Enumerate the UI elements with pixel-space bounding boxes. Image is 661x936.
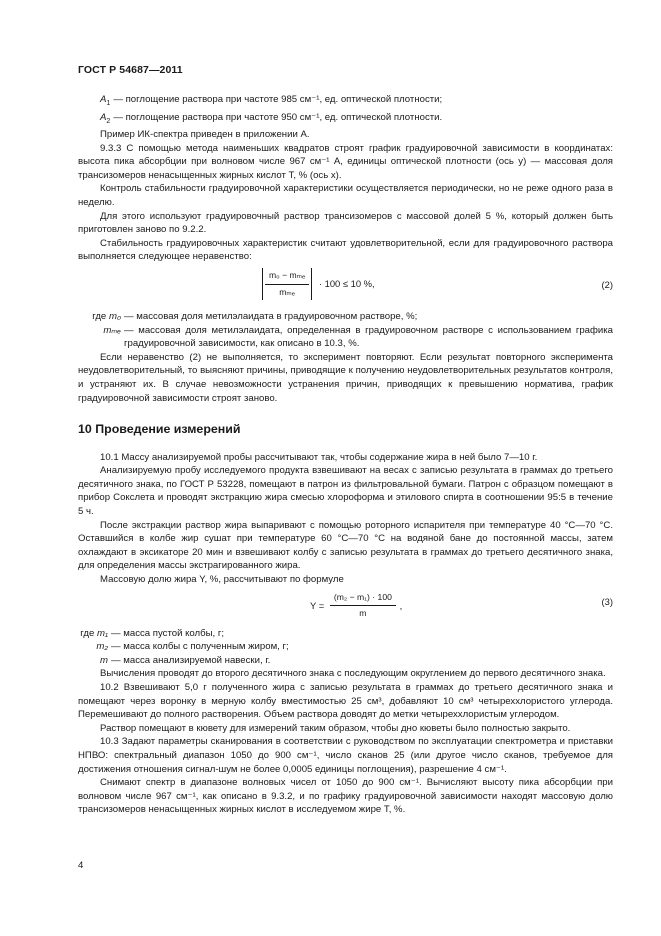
legend-a2-text: — поглощение раствора при частоте 950 см⁻¹, ед. оптической плотности. [113, 111, 443, 123]
legend-m1-symbol: m₁ [96, 627, 108, 639]
legend-mme-symbol: mₘₑ [103, 324, 121, 336]
legend-mme-text: — массовая доля метилэлаидата, определенная в градуировочном растворе с использованием графика градуировочной зависимости, как описано в 10.3, %. [124, 324, 613, 350]
legend-m2 [78, 640, 613, 654]
legend-m2-symbol: m₂ [96, 641, 108, 653]
paragraph-solution: Для этого используют градуировочный раствор трансизомеров с массовой долей 5 %, который должен быть приготовлен заново по 9.2.2. [78, 210, 613, 236]
paragraph-control: Контроль стабильности градуировочной характеристики осуществляется периодически, но не реже одного раза в неделю. [78, 183, 613, 208]
formula-2-number: (2) [601, 278, 613, 290]
formula-3-denominator: m [359, 608, 367, 619]
page-header: ГОСТ Р 54687—2011 [78, 64, 183, 76]
legend-m-text: — масса анализируемой навески, г. [111, 654, 271, 666]
legend-a2 [78, 111, 613, 129]
legend-m [78, 654, 613, 668]
legend-m0 [78, 310, 613, 324]
paragraph-stability: Стабильность градуировочных характеристик считают удовлетворительной, если для градуировочного раствора выполняется следующее неравенство: [78, 237, 613, 263]
paragraph-10-2: 10.2 Взвешивают 5,0 г полученного жира с записью результата в граммах до третьего десятичного знака и помещают через воронку в мерную колбу вместимостью 25 см³, добавляют 10 см³ четыреххлористого углерода. Перемешивают до полного растворения. Объем раствора доводят до метки четыреххлористым углеродом. [78, 682, 613, 721]
legend-mme [78, 324, 613, 351]
formula-2 [78, 268, 613, 306]
formula-3 [78, 591, 613, 623]
legend-m1 [78, 627, 613, 641]
page-number: 4 [78, 860, 84, 871]
legend-m2-text: — масса колбы с полученным жиром, г; [111, 641, 289, 653]
paragraph-example: Пример ИК-спектра приведен в приложении А. [100, 129, 310, 140]
formula-2-tail: · 100 ≤ 10 %, [318, 278, 375, 290]
legend-m0-symbol: m₀ [108, 310, 121, 322]
document-body [78, 93, 613, 817]
legend3-where: где [80, 627, 95, 639]
formula-3-number: (3) [601, 595, 613, 607]
paragraph-after-extraction: После экстракции раствор жира выпаривают с помощью роторного испарителя при температуре 40 °С—70 °С. Оставшийся в колбе жир сушат при температуре 60 °С—70 °С на водяной бане до постоянной массы, затем охлаждают в эксикаторе 20 мин и взвешивают колбу с записью результата в граммах до третьего десятичного знака, для определения массы экстрагированного жира. [78, 519, 613, 572]
section-heading: 10 Проведение измерений [78, 422, 241, 437]
legend-a1-symbol: $A_1$ [100, 94, 111, 107]
paragraph-cuvette: Раствор помещают в кювету для измерений таким образом, чтобы дно кюветы было полностью закрыто. [100, 722, 571, 734]
legend-a1 [78, 93, 613, 111]
formula-2-abs [262, 268, 312, 300]
paragraph-fail: Если неравенство (2) не выполняется, то эксперимент повторяют. Если результат повторного эксперимента неудовлетворительный, то выясняют причины, приводящие к получению неудовлетворительных результатов контроля, и устраняют их. В случае невозможности устранения причин, приводящих к превышению норматива, график градуировочной зависимости строят заново. [78, 351, 613, 404]
paragraph-spectrum: Снимают спектр в диапазоне волновых чисел от 1050 до 900 см⁻¹. Вычисляют высоту пика абсорбции при волновом числе 967 см⁻¹, как описано в 9.3.2, и по графику градуировочной зависимости находят массовую долю трансизомеров ненасыщенных жирных кислот в исследуемом жире T, %. [78, 777, 613, 816]
paragraph-10-3: 10.3 Задают параметры сканирования в соответствии с руководством по эксплуатации спектрометра и приставки НПВО: спектральный диапазон 1050 до 900 см⁻¹, число сканов 25 (или другое число сканов, требуемое для достижения отношения сигнал-шум не более 0,0005 единицы поглощения), разрешение 4 см⁻¹. [78, 736, 613, 775]
legend-where: где [92, 310, 107, 322]
formula-2-denominator: mₘₑ [279, 286, 295, 297]
formula-3-tail: , [399, 599, 403, 611]
paragraph-formula-intro: Массовую долю жира Y, %, рассчитывают по формуле [100, 574, 344, 586]
paragraph-sample: Анализируемую пробу исследуемого продукта взвешивают на весах с записью результата в граммах до третьего десятичного знака, по ГОСТ Р 53228, помещают в патрон из фильтровальной бумаги. Патрон с образцом помещают в прибор Сокслета и проводят экстракцию жира смесью хлороформа и этилового спирта в соотношении 95:5 в течение 5 ч. [78, 465, 613, 518]
formula-3-numerator: (m₂ − m₁) · 100 [330, 591, 396, 607]
formula-3-lhs: Y = [310, 599, 325, 611]
paragraph-calc: Вычисления проводят до второго десятичного знака с последующим округлением до первого десятичного знака. [100, 668, 606, 680]
legend-m1-text: — масса пустой колбы, г; [111, 627, 225, 639]
legend-m0-text: — массовая доля метилэлаидата в градуировочном растворе, %; [124, 310, 418, 322]
formula-2-numerator: m₀ − mₘₑ [265, 269, 309, 285]
paragraph-10-1: 10.1 Массу анализируемой пробы рассчитывают так, чтобы содержание жира в ней было 7—10 г. [100, 451, 538, 463]
legend-a2-symbol: $A_2$ [100, 111, 111, 125]
legend-a1-text: — поглощение раствора при частоте 985 см⁻¹, ед. оптической плотности; [113, 94, 443, 105]
legend-m-symbol: m [100, 654, 108, 666]
paragraph-9-3-3: 9.3.3 С помощью метода наименьших квадратов строят график градуировочной зависимости в координатах: высота пика абсорбции при волновом числе 967 см⁻¹ A, единицы оптической плотности (ось y) — массовая доля трансизомеров ненасыщенных жирных кислот T, % (ось x). [78, 142, 613, 181]
